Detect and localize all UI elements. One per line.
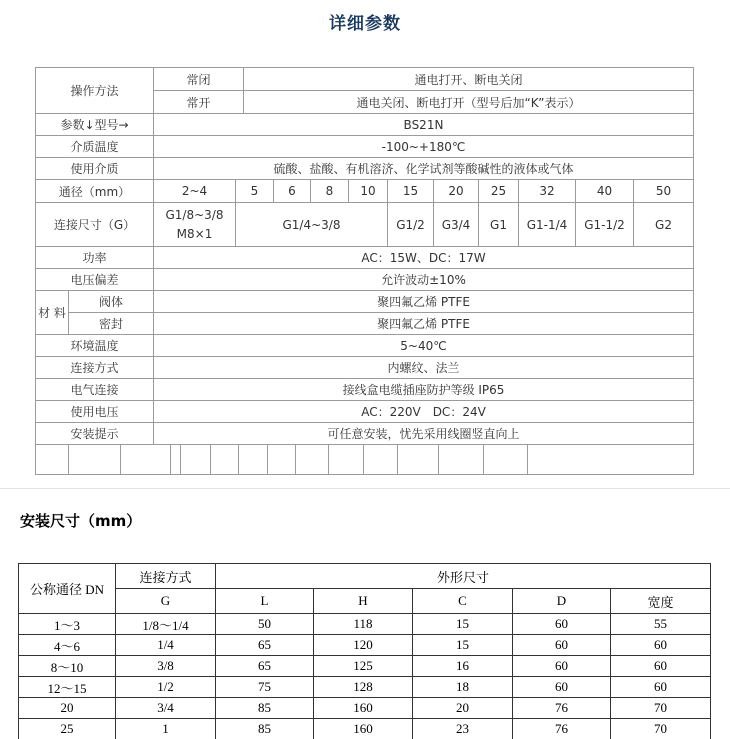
header-col-C: C (413, 589, 513, 614)
label-diameter: 通径（mm） (36, 180, 154, 203)
spec-row-material (36, 291, 694, 335)
empty-cell (69, 445, 121, 475)
dim-cell: 76 (513, 719, 611, 739)
label-electrical: 电气连接 (36, 379, 154, 401)
value-ambient-temp: 5~40℃ (154, 335, 694, 357)
value-media: 硫酸、盐酸、有机溶济、化学试剂等酸碱性的液体或气体 (154, 158, 694, 180)
dim-cell: 18 (413, 677, 513, 698)
dim-cell: 65 (216, 656, 314, 677)
empty-cell (36, 445, 69, 475)
row-valve-body (69, 291, 694, 313)
dim-cell: 23 (413, 719, 513, 739)
empty-cell (364, 445, 398, 475)
diameter-cell: 5 (236, 180, 274, 203)
label-media: 使用介质 (36, 158, 154, 180)
dim-row (19, 719, 711, 739)
diameter-cell: 50 (634, 180, 694, 203)
dim-cell: 60 (513, 635, 611, 656)
material-sub-rows (69, 291, 694, 335)
dim-cell: 120 (314, 635, 413, 656)
page-title: 详细参数 (329, 14, 401, 34)
dim-cell: 1～3 (19, 614, 116, 635)
key-normally-closed: 常闭 (154, 68, 244, 91)
diameter-cell: 20 (434, 180, 479, 203)
spec-row-electrical (36, 379, 694, 401)
label-medium-temp: 介质温度 (36, 136, 154, 158)
value-electrical: 接线盒电缆插座防护等级 IP65 (154, 379, 694, 401)
dim-cell: 65 (216, 635, 314, 656)
empty-cell (171, 445, 181, 475)
label-power: 功率 (36, 247, 154, 269)
spec-row-operation (36, 68, 694, 114)
dim-header-row-2 (19, 589, 711, 614)
dim-cell: 15 (413, 635, 513, 656)
dim-row (19, 656, 711, 677)
dim-cell: 60 (513, 614, 611, 635)
empty-cell (268, 445, 296, 475)
dim-cell: 50 (216, 614, 314, 635)
dim-cell: 1 (116, 719, 216, 739)
spec-row-install-tip (36, 423, 694, 445)
label-connection-size: 连接尺寸（G） (36, 203, 154, 247)
dim-cell: 60 (513, 656, 611, 677)
connection-size-cell: G1/2 (388, 203, 434, 247)
empty-cell (239, 445, 268, 475)
row-normally-open (154, 91, 694, 114)
dim-cell: 70 (611, 698, 711, 719)
dim-cell: 160 (314, 719, 413, 739)
label-operation-method: 操作方法 (36, 68, 154, 114)
value-install-tip: 可任意安装，忧先采用线圈竖直向上 (154, 423, 694, 445)
header-col-G: G (116, 589, 216, 614)
connection-size-cell (154, 203, 236, 247)
spec-row-power (36, 247, 694, 269)
value-connection-type: 内螺纹、法兰 (154, 357, 694, 379)
connection-size-cell: G1 (479, 203, 519, 247)
label-ambient-temp: 环境温度 (36, 335, 154, 357)
empty-cell (329, 445, 364, 475)
empty-cell (484, 445, 528, 475)
value-normally-closed: 通电打开、断电关闭 (244, 68, 694, 91)
diameter-cell: 40 (576, 180, 634, 203)
header-col-D: D (513, 589, 611, 614)
connection-size-line1: G1/8~3/8 (165, 207, 224, 222)
connection-size-cell: G1-1/2 (576, 203, 634, 247)
dim-cell: 20 (19, 698, 116, 719)
dim-cell: 16 (413, 656, 513, 677)
dim-cell: 15 (413, 614, 513, 635)
spec-row-voltage-deviation (36, 269, 694, 291)
dim-cell: 70 (611, 719, 711, 739)
operation-sub-rows (154, 68, 694, 114)
dim-cell: 76 (513, 698, 611, 719)
header-col-L: L (216, 589, 314, 614)
header-connection-type: 连接方式 (116, 564, 216, 589)
spec-row-connection-size (36, 203, 694, 247)
header-col-width: 宽度 (611, 589, 711, 614)
spec-row-diameter (36, 180, 694, 203)
connection-size-cell: G2 (634, 203, 694, 247)
label-model: 参数↓型号→ (36, 114, 154, 136)
empty-cell (121, 445, 171, 475)
dim-cell: 3/8 (116, 656, 216, 677)
connection-size-cell: G1/4~3/8 (236, 203, 388, 247)
dim-cell: 1/8～1/4 (116, 614, 216, 635)
diameter-cell: 10 (349, 180, 388, 203)
dim-row (19, 698, 711, 719)
dimension-table (18, 563, 711, 739)
dim-cell: 60 (611, 635, 711, 656)
row-seal (69, 313, 694, 335)
dim-cell: 60 (513, 677, 611, 698)
label-voltage: 使用电压 (36, 401, 154, 423)
empty-cell (181, 445, 211, 475)
label-voltage-deviation: 电压偏差 (36, 269, 154, 291)
header-nominal-diameter: 公称通径 DN (19, 564, 116, 614)
value-power: AC：15W、DC：17W (154, 247, 694, 269)
diameter-cell: 25 (479, 180, 519, 203)
diameter-cell: 6 (274, 180, 311, 203)
row-normally-closed (154, 68, 694, 91)
dim-cell: 75 (216, 677, 314, 698)
spec-row-medium-temp (36, 136, 694, 158)
dim-header-row-1 (19, 564, 711, 589)
diameter-cell: 15 (388, 180, 434, 203)
connection-size-cell: G1-1/4 (519, 203, 576, 247)
label-install-tip: 安装提示 (36, 423, 154, 445)
key-valve-body: 阀体 (69, 291, 154, 313)
dim-cell: 125 (314, 656, 413, 677)
dim-cell: 60 (611, 677, 711, 698)
empty-cell (398, 445, 439, 475)
dim-cell: 1/2 (116, 677, 216, 698)
dim-cell: 3/4 (116, 698, 216, 719)
key-normally-open: 常开 (154, 91, 244, 114)
value-model: BS21N (154, 114, 694, 136)
dim-cell: 8～10 (19, 656, 116, 677)
header-overall-dimensions: 外形尺寸 (216, 564, 711, 589)
dim-cell: 20 (413, 698, 513, 719)
section-divider (0, 488, 730, 489)
empty-cell (296, 445, 329, 475)
value-medium-temp: -100~+180℃ (154, 136, 694, 158)
dim-cell: 12～15 (19, 677, 116, 698)
spec-row-voltage (36, 401, 694, 423)
dim-row (19, 635, 711, 656)
value-voltage: AC：220V DC：24V (154, 401, 694, 423)
diameter-cell: 8 (311, 180, 349, 203)
connection-size-line2: M8×1 (176, 226, 213, 241)
empty-cell (211, 445, 239, 475)
spec-row-empty (36, 445, 694, 475)
value-valve-body: 聚四氟乙烯 PTFE (154, 291, 694, 313)
dim-cell: 85 (216, 698, 314, 719)
header-col-H: H (314, 589, 413, 614)
section-title-dimensions: 安装尺寸（mm） (20, 512, 142, 530)
dim-cell: 25 (19, 719, 116, 739)
diameter-cell: 32 (519, 180, 576, 203)
label-material: 材 料 (36, 291, 69, 335)
key-seal: 密封 (69, 313, 154, 335)
dim-cell: 128 (314, 677, 413, 698)
dim-cell: 55 (611, 614, 711, 635)
empty-cell (439, 445, 484, 475)
dim-cell: 160 (314, 698, 413, 719)
empty-cell (528, 445, 694, 475)
connection-size-cell: G3/4 (434, 203, 479, 247)
dim-cell: 60 (611, 656, 711, 677)
dim-cell: 4～6 (19, 635, 116, 656)
diameter-cell: 2~4 (154, 180, 236, 203)
value-seal: 聚四氟乙烯 PTFE (154, 313, 694, 335)
spec-row-media (36, 158, 694, 180)
dim-row (19, 677, 711, 698)
value-voltage-deviation: 允许波动±10% (154, 269, 694, 291)
label-connection-type: 连接方式 (36, 357, 154, 379)
dim-row (19, 614, 711, 635)
dim-cell: 85 (216, 719, 314, 739)
spec-row-ambient-temp (36, 335, 694, 357)
value-normally-open: 通电关闭、断电打开（型号后加“K”表示） (244, 91, 694, 114)
dim-cell: 118 (314, 614, 413, 635)
dim-cell: 1/4 (116, 635, 216, 656)
spec-row-connection-type (36, 357, 694, 379)
spec-table (35, 67, 694, 475)
spec-row-model (36, 114, 694, 136)
